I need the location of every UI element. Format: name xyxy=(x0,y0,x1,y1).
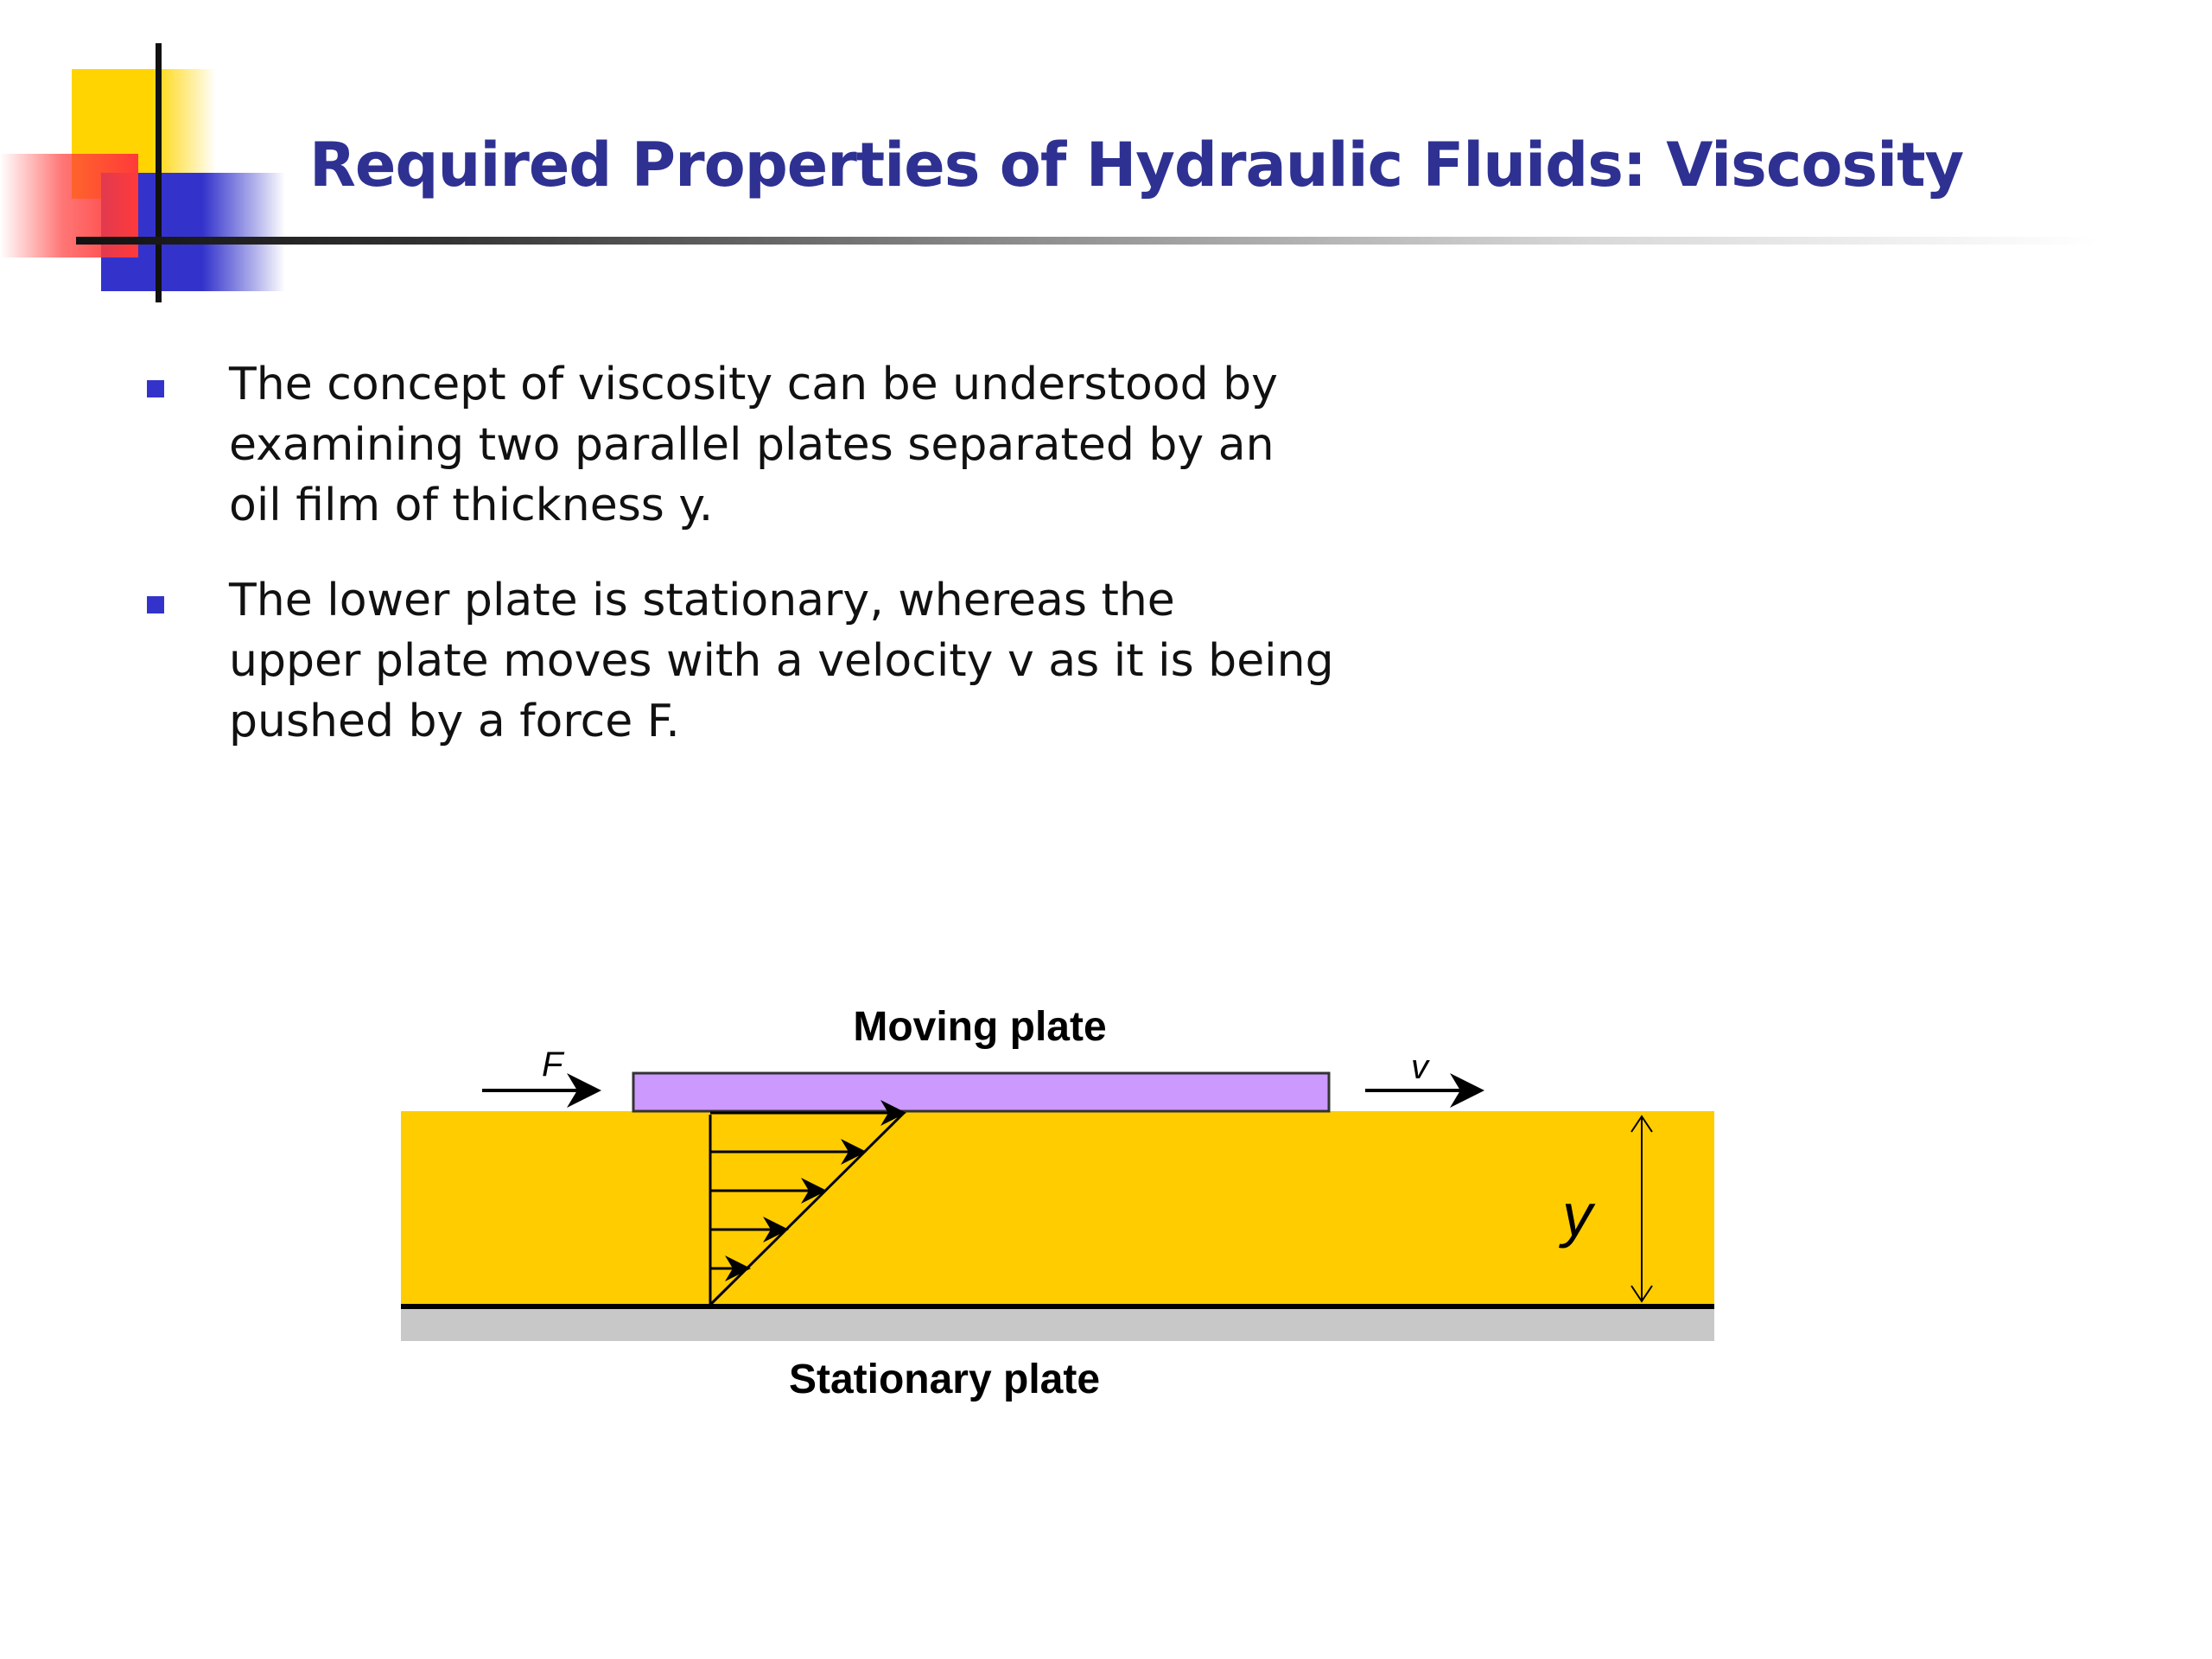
bullet-line: upper plate moves with a velocity v as it is being xyxy=(229,635,1334,687)
bullet-line: pushed by a force F. xyxy=(229,696,680,747)
stationary-plate xyxy=(401,1306,1714,1341)
bullet-line: The concept of viscosity can be understood by xyxy=(229,359,1278,410)
bullet-line: oil film of thickness y. xyxy=(229,480,714,531)
stationary-plate-label: Stationary plate xyxy=(788,1357,1101,1402)
slide-title: Required Properties of Hydraulic Fluids: Viscosity xyxy=(309,130,1964,200)
velocity-label: v xyxy=(1411,1048,1428,1086)
moving-plate xyxy=(633,1073,1329,1111)
bullet-line: The lower plate is stationary, whereas the xyxy=(229,575,1175,626)
force-label: F xyxy=(542,1046,563,1084)
oil-film xyxy=(401,1111,1714,1306)
moving-plate-label: Moving plate xyxy=(853,1004,1107,1050)
bullet-line: examining two parallel plates separated by an xyxy=(229,419,1274,471)
thickness-label: y xyxy=(1562,1181,1592,1249)
